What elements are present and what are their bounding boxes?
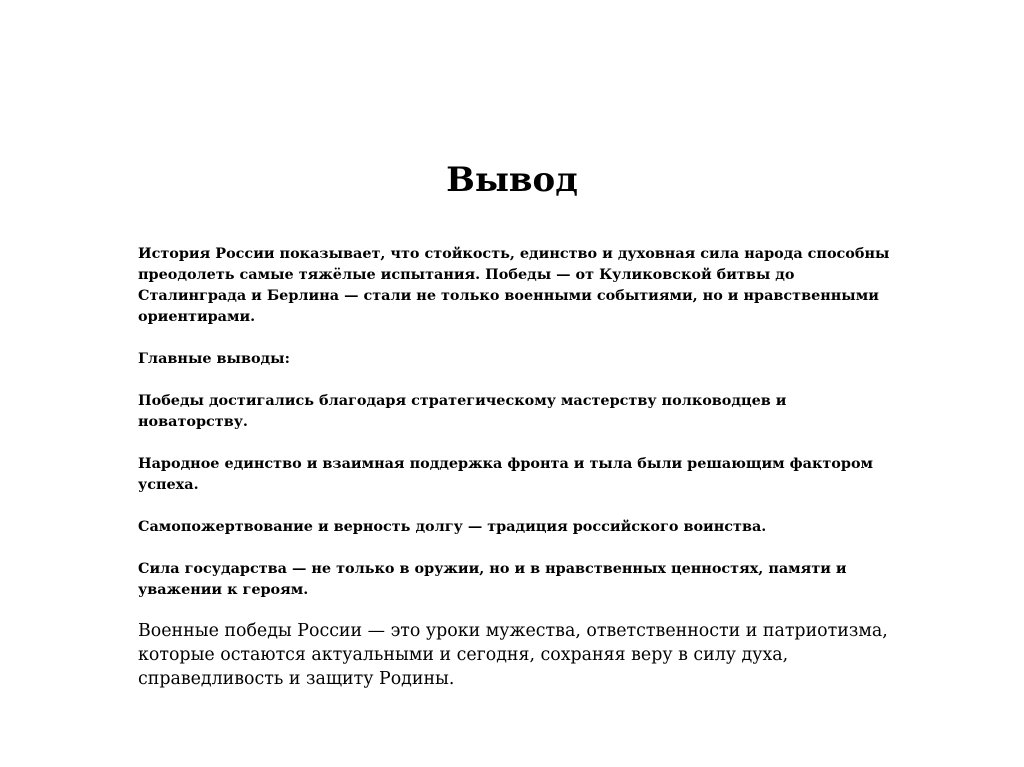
intro-paragraph: История России показывает, что стойкость, единство и духовная сила народа способны преодолеть самые тяжёлые испытания. Победы — от Куликовской битвы до Сталинграда и Берлина — стали не только военными событиями, но и нравственными ориентирами. — [138, 245, 890, 325]
conclusion-point: Самопожертвование и верность долгу — традиция российского воинства. — [138, 518, 767, 535]
conclusion-point: Победы достигались благодаря стратегическому мастерству полководцев и новаторству. — [138, 392, 787, 430]
slide-title: Вывод — [446, 160, 578, 200]
conclusion-point: Сила государства — не только в оружии, но и в нравственных ценностях, памяти и уважении к героям. — [138, 560, 847, 598]
closing-paragraph: Военные победы России — это уроки мужества, ответственности и патриотизма, которые остаются актуальными и сегодня, сохраняя веру в силу духа, справедливость и защиту Родины. — [138, 621, 888, 689]
conclusion-point: Народное единство и взаимная поддержка фронта и тыла были решающим фактором успеха. — [138, 455, 874, 493]
conclusions-heading: Главные выводы: — [138, 350, 290, 367]
slide-body — [138, 243, 898, 600]
